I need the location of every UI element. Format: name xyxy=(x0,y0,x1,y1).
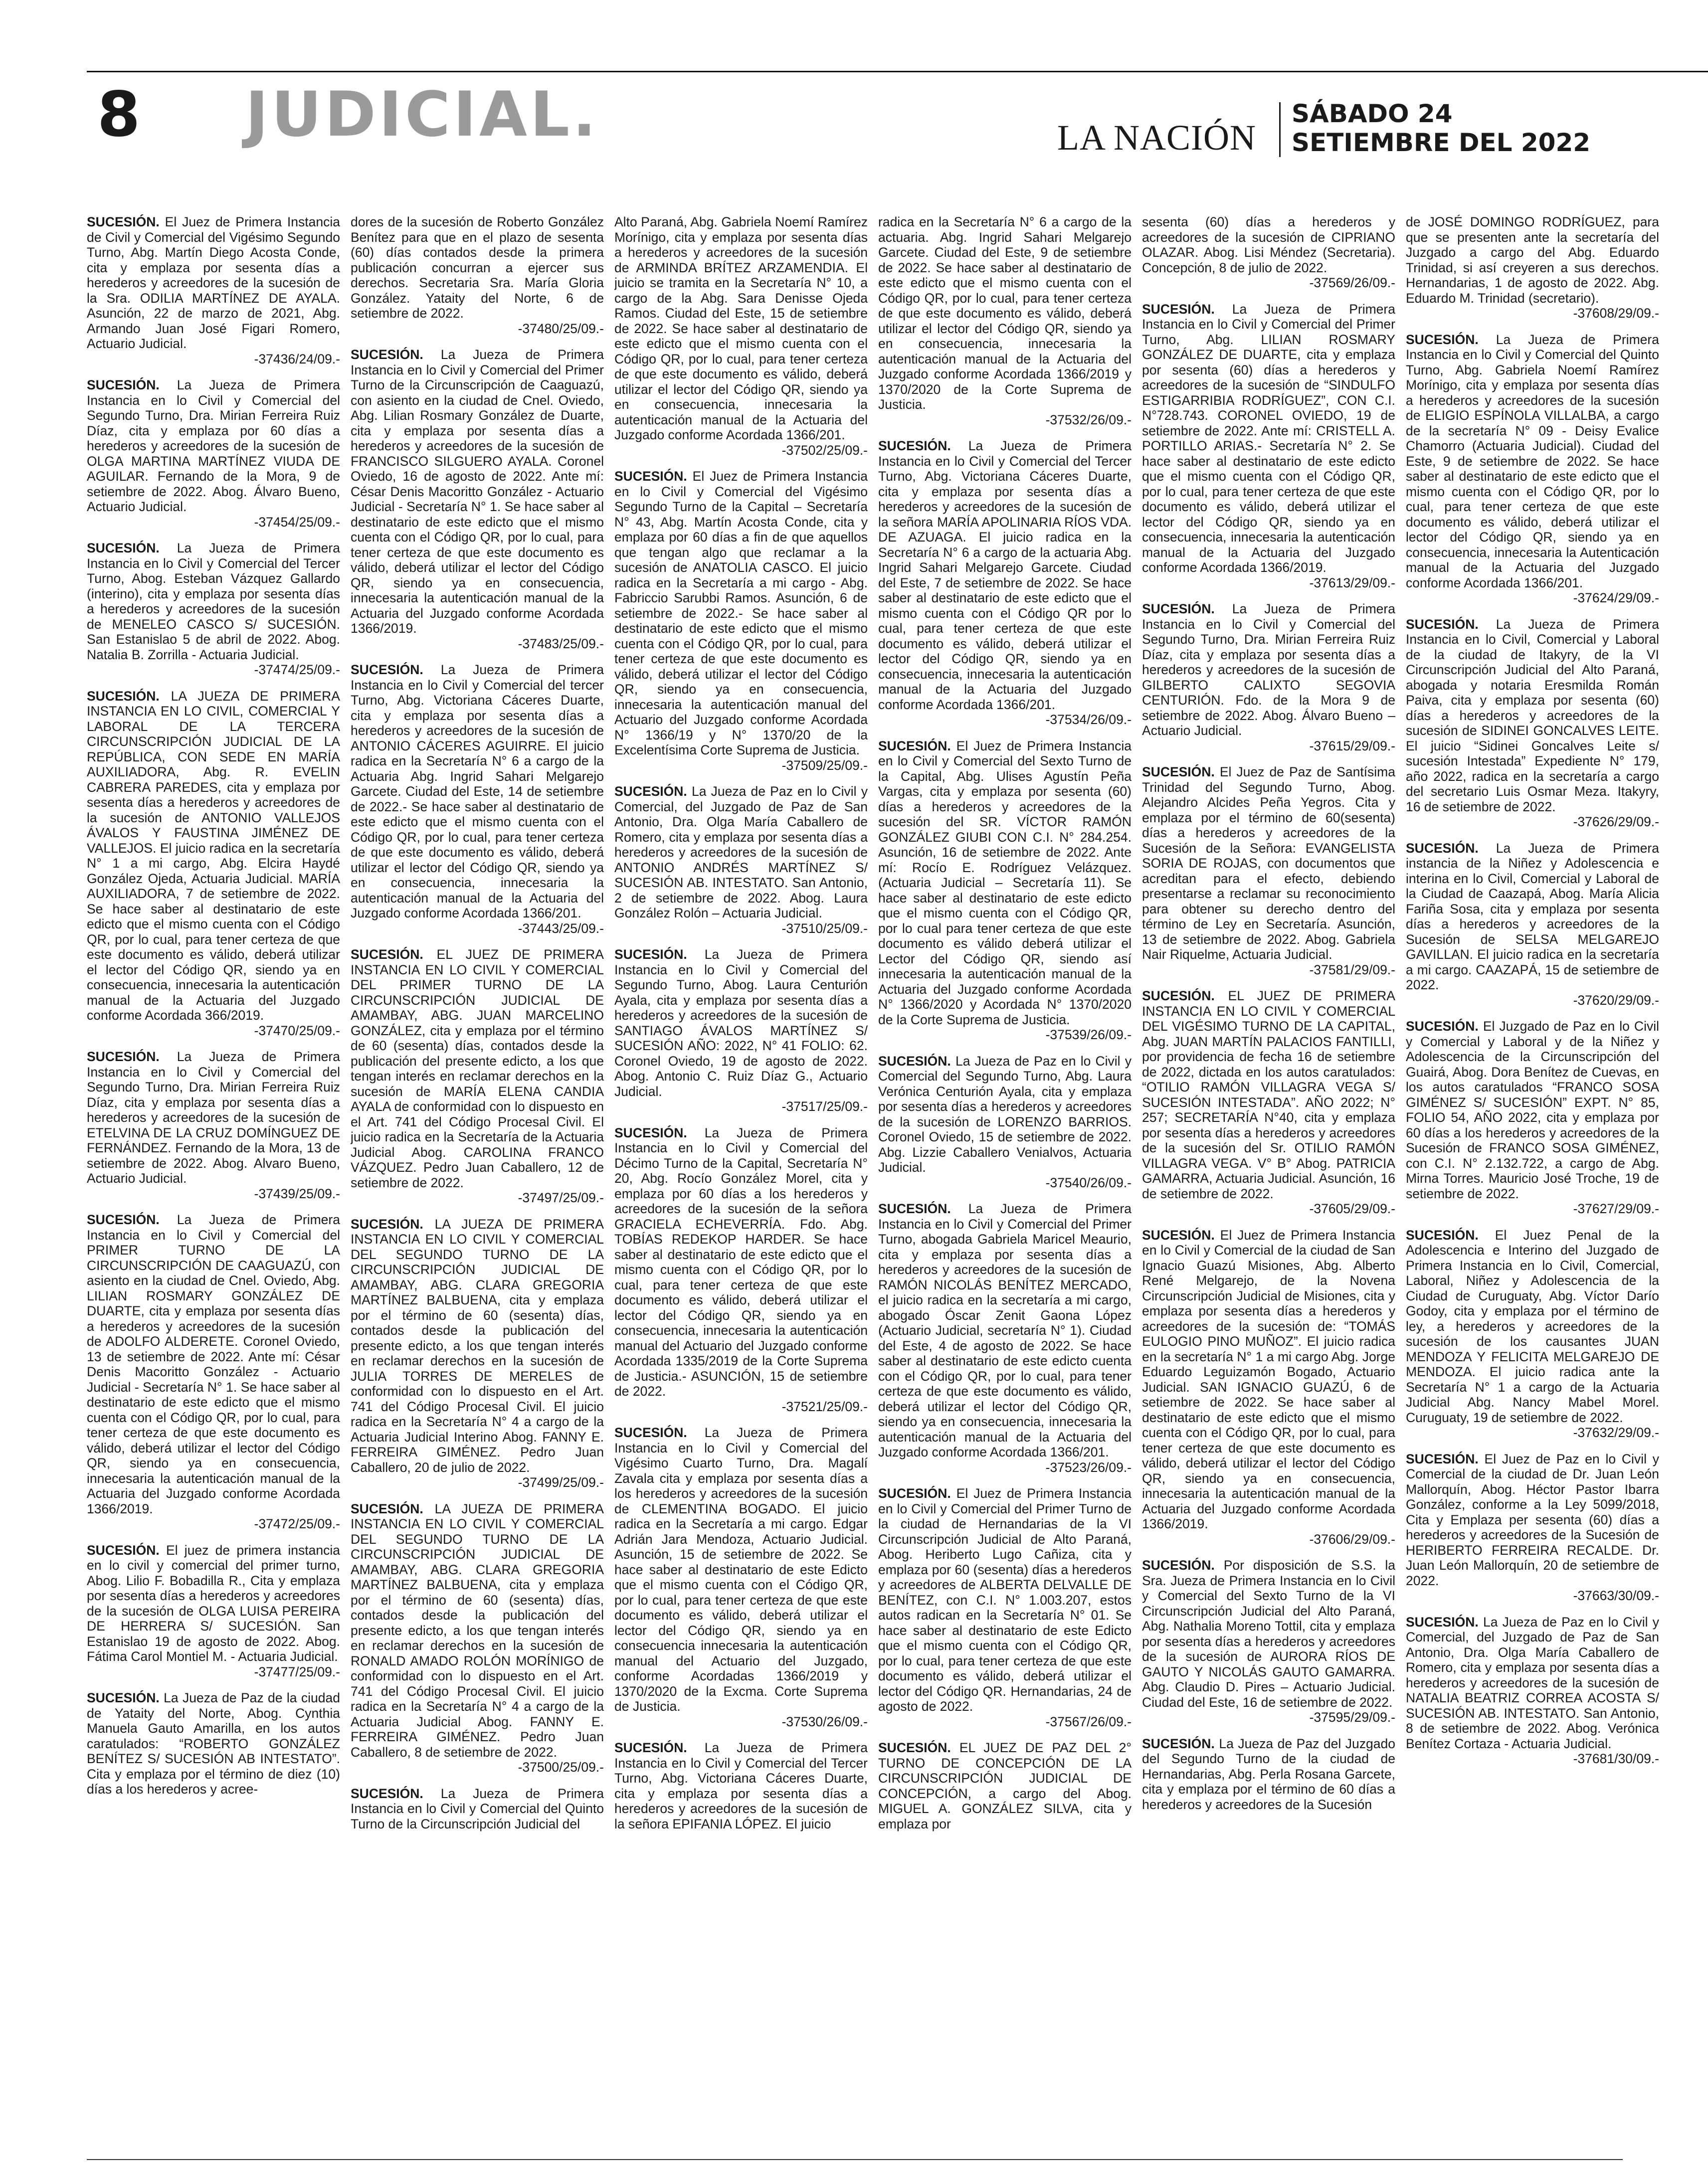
notice-text: El Juez de Paz de Santísima Trinidad del Segundo Turno, Abog. Alejandro Alcides Peña Yegros. Cita y emplaza por el término de 60(sesenta) días a herederos y acreedores de la Sucesión de la Señora: EVANGELISTA SORIA DE ROJAS, con documentos que acreditan para el efecto, debiendo presentarse a reclamar su reconocimiento para obtener su derecho dentro del término de Ley en Secretaría. Asunción, 13 de setiembre de 2022. Abog. Gabriela Nair Riquelme, Actuaria Judicial. xyxy=(1142,764,1395,962)
notice-reference: -37500/25/09.- xyxy=(518,1760,604,1775)
notice-title: SUCESIÓN. xyxy=(1406,840,1479,856)
legal-notice xyxy=(614,1740,868,1831)
notice-text: radica en la Secretaría N° 6 a cargo de la actuaria. Abg. Ingrid Sahari Melgarejo Garcete. Ciudad del Este, 9 de setiembre de 2022. Se hace saber al destinatario de este edicto que el mismo cuenta con el Código QR, por lo cual, para tener certeza de que este documento es válido, deberá utilizar el lector del Código QR, siendo ya en consecuencia, innecesaria la autenticación manual de la Actuaria del Juzgado conforme Acordada 1366/2019 y 1370/2020 de la Corte Suprema de Justicia. xyxy=(878,214,1132,412)
notice-reference: -37626/29/09.- xyxy=(1573,814,1659,829)
notice-title: SUCESIÓN. xyxy=(87,688,160,704)
legal-notice xyxy=(614,784,868,936)
column-6 xyxy=(1406,214,1659,2154)
notice-text: La Jueza de Primera Instancia en lo Civil y Comercial del Primer Turno, Abg. LILIAN ROSMARY GONZÁLEZ DE DUARTE, cita y emplaza por sesenta (60) días a herederos y acreedores de la sucesión de “SINDULFO ESTIGARRIBIA RODRÍGUEZ”, CON C.I. N°728.743. CORONEL OVIEDO, 19 de setiembre de 2022. Ante mí: CRISTELL A. PORTILLO ARIAS.- Secretaría N° 2. Se hace saber al destinatario de este edicto que el mismo cuenta con el Código QR, por lo cual, para tener certeza de que este documento es válido, deberá utilizar el lector del Código QR, siendo ya en consecuencia, innecesaria la autenticación manual de la Actuaria del Juzgado conforme Acordada 1366/2019. xyxy=(1142,301,1395,575)
notice-title: SUCESIÓN. xyxy=(878,738,951,753)
notice-title: SUCESIÓN. xyxy=(351,1216,423,1232)
notice-title: SUCESIÓN. xyxy=(87,214,160,229)
legal-notice xyxy=(1406,1228,1659,1441)
notice-reference: -37470/25/09.- xyxy=(254,1023,340,1038)
notice-reference: -37523/26/09.- xyxy=(1045,1459,1132,1475)
notice-title: SUCESIÓN. xyxy=(1406,616,1479,632)
legal-notice xyxy=(878,438,1132,727)
notice-text: El Juzgado de Paz en lo Civil y Comercial y Laboral y de la Niñez y Adolescencia de la Circunscripción del Guairá, Abog. Dora Benítez de Cuevas, en los autos caratulados “FRANCO SOSA GIMÉNEZ S/ SUCESIÓN” EXPT. N° 85, FOLIO 54, AÑO 2022, cita y emplaza por 60 días a los herederos y acreedores de la Sucesión de FRANCO SOSA GIMÉNEZ, con C.I. N° 2.132.722, a cargo de Abg. Mirna Torres. Mauricio José Troche, 19 de setiembre de 2022. xyxy=(1406,1019,1659,1201)
notice-title: SUCESIÓN. xyxy=(87,1049,160,1064)
legal-notice xyxy=(87,1212,340,1532)
notice-reference: -37499/25/09.- xyxy=(518,1475,604,1490)
notice-title: SUCESIÓN. xyxy=(351,1501,423,1516)
newspaper-logo: LA NACIÓN xyxy=(1057,118,1256,158)
notice-text: El juez de primera instancia en lo civil y comercial del primer turno, Abog. Lilio F. Bobadilla R., Cita y emplaza por sesenta días a herederos y acreedores de la sucesión de OLGA LUISA PEREIRA DE HERRERA S/ SUCESIÓN. San Estanislao 19 de agosto de 2022. Abog. Fátima Carol Montiel M. - Actuaria Judicial. xyxy=(87,1542,340,1664)
notice-title: SUCESIÓN. xyxy=(878,1053,951,1069)
notice-text: EL JUEZ DE PRIMERA INSTANCIA EN LO CIVIL Y COMERCIAL DEL PRIMER TURNO DE LA CIRCUNSCRIPCIÓN JUDICIAL DE AMAMBAY, ABG. JUAN MARCELINO GONZÁLEZ, cita y emplaza por el término de 60 (sesenta) días, contados desde la publicación del presente edicto, a los que tengan interés en reclamar derechos en la sucesión de MARÍA ELENA CANDIA AYALA de conformidad con lo dispuesto en el Art. 741 del Código Procesal Civil. El juicio radica en la Secretaría de la Actuaria Judicial Abog. CAROLINA FRANCO VÁZQUEZ. Pedro Juan Caballero, 12 de setiembre de 2022. xyxy=(351,947,604,1190)
notice-text: La Jueza de Primera Instancia en lo Civil y Comercial del Décimo Turno de la Capital, Secretaría N° 20, Abg. Rocío González Morel, cita y emplaza por 60 días a los herederos y acreedores de la sucesión de la señora GRACIELA ECHEVERRÍA. Fdo. Abg. TOBÍAS REDEKOP HARDER. Se hace saber al destinatario de este edicto que el mismo cuenta con el Código QR, por lo cual, para tener certeza de que este documento es válido, deberá utilizar el lector del Código QR, siendo ya en consecuencia, innecesaria la autenticación manual del Actuario del Juzgado conforme Acordada 1335/2019 de la Corte Suprema de Justicia.- ASUNCIÓN, 15 de setiembre de 2022. xyxy=(614,1125,868,1399)
notice-reference: -37521/25/09.- xyxy=(781,1399,868,1414)
notice-text: El Juez de Primera Instancia en lo Civil y Comercial del Primer Turno de la ciudad de Hernandarias de la VI Circunscripción Judicial de Alto Paraná, Abog. Heriberto Lugo Cañiza, cita y emplaza por 60 (sesenta) días a herederos y acreedores de ALBERTA DELVALLE DE BENÍTEZ, con C.I. N° 1.003.207, estos autos radican en la Secretaría N° 01. Se hace saber al destinatario de este Edicto que el mismo cuenta con el Código QR, por lo cual, para tener certeza de que este documento es válido, deberá utilizar el lector del Código QR. Hernandarias, 24 de agosto de 2022. xyxy=(878,1486,1132,1714)
notice-title: SUCESIÓN. xyxy=(1142,1227,1215,1243)
notice-reference: -37443/25/09.- xyxy=(518,920,604,936)
legal-notice xyxy=(87,1690,340,1797)
notice-reference: -37569/26/09.- xyxy=(1309,275,1395,290)
notice-title: SUCESIÓN. xyxy=(1142,1558,1215,1573)
notice-text: Alto Paraná, Abg. Gabriela Noemí Ramírez Morínigo, cita y emplaza por sesenta días a herederos y acreedores de la sucesión de ARMINDA BRÍTEZ ARZAMENDIA. El juicio se tramita en la Secretaría N° 10, a cargo de la Abg. Sara Denisse Ojeda Ramos. Ciudad del Este, 15 de setiembre de 2022. Se hace saber al destinatario de este edicto que el mismo cuenta con el Código QR, por lo cual, para tener certeza de que este documento es válido, deberá utilizar el lector del Código QR, siendo ya en consecuencia, innecesaria la autenticación manual de la Actuaria del Juzgado conforme Acordada 1366/201. xyxy=(614,214,868,442)
notice-title: SUCESIÓN. xyxy=(351,1786,423,1801)
notice-title: SUCESIÓN. xyxy=(614,1740,687,1755)
notice-reference: -37497/25/09.- xyxy=(518,1190,604,1205)
legal-notice xyxy=(87,377,340,530)
notice-reference: -37534/26/09.- xyxy=(1045,712,1132,727)
notice-text: dores de la sucesión de Roberto González Benítez para que en el plazo de sesenta (60) días contados desde la primera publicación concurran a ejercer sus derechos. Secretaria Sra. María Gloria González. Yataity del Norte, 6 de setiembre de 2022. xyxy=(351,214,604,321)
notice-reference: -37439/25/09.- xyxy=(254,1186,340,1201)
legal-notice xyxy=(1406,1615,1659,1767)
notice-text: La Jueza de Primera Instancia en lo Civil y Comercial del Quinto Turno, Abg. Gabriela Noemí Ramírez Morínigo, cita y emplaza por sesenta días a herederos y acreedores de la sucesión de ELIGIO ESPÍNOLA VILLALBA, a cargo de la secretaría N° 09 - Deisy Evalice Chamorro (Actuaria Judicial). Ciudad del Este, 9 de setiembre de 2022. Se hace saber al destinatario de este edicto que el mismo cuenta con el Código QR, por lo cual, para tener certeza de que este documento es válido, deberá utilizar el lector del Código QR, siendo ya en consecuencia, innecesaria la Autenticación manual de la Actuaria del Juzgado conforme Acordada 1366/201. xyxy=(1406,332,1659,590)
notice-reference: -37595/29/09.- xyxy=(1309,1710,1395,1725)
legal-notice xyxy=(878,214,1132,427)
notice-reference: -37530/26/09.- xyxy=(781,1714,868,1729)
notice-reference: -37624/29/09.- xyxy=(1573,590,1659,605)
notice-text: El Juez de Primera Instancia de Civil y Comercial del Vigésimo Segundo Turno, Abg. Martín Diego Acosta Conde, cita y emplaza por sesenta días a herederos y acreedores de la sucesión de la Sra. ODILIA MARTÍNEZ DE AYALA. Asunción, 22 de marzo de 2021, Abg. Armando Juan José Figari Romero, Actuario Judicial. xyxy=(87,214,340,351)
legal-notice xyxy=(614,214,868,458)
notice-text: La Jueza de Paz en lo Civil y Comercial, del Juzgado de Paz de San Antonio, Dra. Olga María Caballero de Romero, cita y emplaza por sesenta días a herederos y acreedores de la sucesión de NATALIA BEATRIZ CORREA ACOSTA S/ SUCESIÓN AB. INTESTATO. San Antonio, 8 de setiembre de 2022. Abog. Verónica Benítez Cortaza - Actuaria Judicial. xyxy=(1406,1614,1659,1751)
notice-reference: -37532/26/09.- xyxy=(1045,412,1132,427)
notice-text: La Jueza de Primera Instancia en lo Civil y Comercial del Vigésimo Cuarto Turno, Dra. Magalí Zavala cita y emplaza por sesenta días a los herederos y acreedores de la sucesión de CLEMENTINA BOGADO. El juicio radica en la Secretaría a mi cargo. Edgar Adrián Jara Mendoza, Actuario Judicial. Asunción, 15 de setiembre de 2022. Se hace saber al destinatario de este Edicto que el mismo cuenta con el Código QR, por lo cual, para tener certeza de que este documento es válido, deberá utilizar el lector del Código QR, siendo ya en consecuencia innecesaria la autenticación manual del Actuario del Juzgado, conforme Acordadas 1366/2019 y 1370/2020 de la Excma. Corte Suprema de Justicia. xyxy=(614,1425,868,1714)
legal-notice xyxy=(87,541,340,678)
notice-text: Por disposición de S.S. la Sra. Jueza de Primera Instancia en lo Civil y Comercial del Sexto Turno de la VI Circunscripción Judicial del Alto Paraná, Abg. Nathalia Moreno Tottil, cita y emplaza por sesenta días a herederos y acreedores de la sucesión de AURORA RÍOS DE GAUTO Y NICOLÁS GAUTO GAMARRA. Abg. Claudio D. Pires – Actuario Judicial. Ciudad del Este, 16 de setiembre de 2022. xyxy=(1142,1558,1395,1710)
notice-text: La Jueza de Primera Instancia en lo Civil y Comercial del Primer Turno de la Circunscripción de Caaguazú, con asiento en la ciudad de Cnel. Oviedo, Abg. Lilian Rosmary González de Duarte, cita y emplaza por sesenta días a herederos y acreedores de la sucesión de FRANCISCO SILGUERO AYALA. Coronel Oviedo, 16 de agosto de 2022. Ante mí: César Denis Macoritto González - Actuario Judicial - Secretaría N° 1. Se hace saber al destinatario de este edicto que el mismo cuenta con el Código QR, por lo cual, para tener certeza de que este documento es válido, deberá utilizar el lector del Código QR, siendo ya en consecuencia, innecesaria la autenticación manual de la Actuaria del Juzgado conforme Acordada 1366/2019. xyxy=(351,347,604,636)
legal-notice xyxy=(351,1217,604,1490)
notice-text: El Juez Penal de la Adolescencia e Interino del Juzgado de Primera Instancia en lo Civil, Comercial, Laboral, Niñez y Adolescencia de la Ciudad de Curuguaty, Abg. Víctor Darío Godoy, cita y emplaza por el término de ley, a herederos y acreedores de la sucesión de los causantes JUAN MENDOZA Y FELICITA MELGAREJO DE MENDOZA. El juicio radica ante la Secretaría N° 1 a cargo de la Actuaria Judicial Abg. Nancy Mabel Morel. Curuguaty, 19 de setiembre de 2022. xyxy=(1406,1227,1659,1425)
notice-reference: -37681/30/09.- xyxy=(1573,1751,1659,1766)
legal-notice xyxy=(878,1486,1132,1729)
legal-notice xyxy=(87,689,340,1039)
notice-text: La Jueza de Primera Instancia en lo Civil y Comercial del Segundo Turno, Abog. Laura Centurión Ayala, cita y emplaza por sesenta días a herederos y acreedores de la sucesión de SANTIAGO ÁVALOS MARTÍNEZ S/ SUCESIÓN AÑO: 2022, N° 41 FOLIO: 62. Coronel Oviedo, 19 de agosto de 2022. Abog. Antonio C. Ruiz Díaz G., Actuario Judicial. xyxy=(614,947,868,1099)
legal-notice xyxy=(1142,764,1395,977)
notice-text: La Jueza de Primera Instancia en lo Civil y Comercial del Primer Turno, abogada Gabriela Maricel Meaurio, cita y emplaza por sesenta días a herederos y acreedores de la sucesión de RAMÓN NICOLÁS BENÍTEZ MERCADO, el juicio radica en la secretaría a mi cargo, abogado Óscar Zenit Gaona López (Actuario Judicial, secretaría N° 1). Ciudad del Este, 4 de agosto de 2022. Se hace saber al destinatario de este edicto cuenta con el Código QR, por lo cual, para tener certeza de que este documento es válido, deberá utilizar el lector del Código QR, siendo ya en consecuencia, innecesaria la autenticación manual de la Actuaria del Juzgado conforme Acordada 1366/201. xyxy=(878,1201,1132,1459)
notice-title: SUCESIÓN. xyxy=(878,1201,951,1216)
legal-notice xyxy=(614,469,868,773)
legal-notice xyxy=(1142,302,1395,591)
notice-reference: -37502/25/09.- xyxy=(781,442,868,458)
legal-notice xyxy=(1406,617,1659,830)
notice-reference: -37539/26/09.- xyxy=(1045,1027,1132,1042)
legal-notice xyxy=(878,1054,1132,1191)
notice-reference: -37540/26/09.- xyxy=(1045,1175,1132,1190)
notice-reference: -37477/25/09.- xyxy=(254,1664,340,1679)
notice-title: SUCESIÓN. xyxy=(614,1425,687,1440)
legal-notice xyxy=(351,662,604,936)
notice-text: El Juez de Primera Instancia en lo Civil y Comercial del Vigésimo Segundo Turno de la Capital – Secretaría N° 43, Abg. Martín Acosta Conde, cita y emplaza por 60 días a fin de que aquellos que tengan algo que reclamar a la sucesión de ANATOLIA CASCO. El juicio radica en la Secretaría a mi cargo - Abg. Fabriccio Sarubbi Ramos. Asunción, 6 de setiembre de 2022.- Se hace saber al destinatario de este edicto que el mismo cuenta con el Código QR, por lo cual, para tener certeza de que este documento es válido, deberá utilizar el lector del Código QR, siendo ya en consecuencia, innecesaria la autenticación manual del Actuario del Juzgado conforme Acordada N° 1366/19 y N° 1370/20 de la Excelentísima Corte Suprema de Justicia. xyxy=(614,469,868,757)
notice-reference: -37615/29/09.- xyxy=(1309,738,1395,753)
notice-reference: -37606/29/09.- xyxy=(1309,1531,1395,1547)
notice-reference: -37517/25/09.- xyxy=(781,1099,868,1114)
notice-reference: -37581/29/09.- xyxy=(1309,962,1395,977)
notice-text: LA JUEZA DE PRIMERA INSTANCIA EN LO CIVIL Y COMERCIAL DEL SEGUNDO TURNO DE LA CIRCUNSCRIPCIÓN JUDICIAL DE AMAMBAY, ABG. CLARA GREGORIA MARTÍNEZ BALBUENA, cita y emplaza por el término de 60 (sesenta) días, contados desde la publicación del presente edicto, a los que tengan interés en reclamar derechos en la sucesión de RONALD AMADO ROLÓN MORÍNIGO de conformidad con lo dispuesto en el Art. 741 del Código Procesal Civil. El juicio radica en la Secretaría N° 4 a cargo de la Actuaria Judicial Abog. FANNY E. FERREIRA GIMÉNEZ. Pedro Juan Caballero, 8 de setiembre de 2022. xyxy=(351,1501,604,1760)
legal-notice xyxy=(87,1543,340,1680)
legal-notice xyxy=(878,1201,1132,1475)
legal-notice xyxy=(1142,214,1395,291)
legal-notice xyxy=(878,738,1132,1043)
notice-reference: -37509/25/09.- xyxy=(781,757,868,773)
column-3 xyxy=(614,214,868,2154)
notice-text: LA JUEZA DE PRIMERA INSTANCIA EN LO CIVIL, COMERCIAL Y LABORAL DE LA TERCERA CIRCUNSCRIPCIÓN JUDICIAL DE LA REPÚBLICA, CON SEDE EN MARÍA AUXILIADORA, Abg. R. EVELIN CABRERA PAREDES, cita y emplaza por sesenta días a herederos y acreedores de la sucesión de ANTONIO VALLEJOS ÁVALOS Y FAUSTINA JIMÉNEZ DE VALLEJOS. El juicio radica en la secretaría N° 1 a mi cargo, Abg. Elcira Haydé González Ojeda, Actuaria Judicial. MARÍA AUXILIADORA, 7 de setiembre de 2022. Se hace saber al destinatario de este edicto que el mismo cuenta con el Código QR, por lo cual, para tener certeza de que este documento es válido, deberá utilizar el lector del Código QR, siendo ya en consecuencia, innecesaria la autenticación manual de la Actuaria del Juzgado conforme Acordada 366/2019. xyxy=(87,688,340,1023)
date-weekday: SÁBADO 24 xyxy=(1292,99,1453,128)
notice-reference: -37608/29/09.- xyxy=(1573,306,1659,321)
legal-notice xyxy=(351,1786,604,1832)
legal-notice xyxy=(614,1425,868,1729)
notice-title: SUCESIÓN. xyxy=(1142,988,1215,1003)
notice-title: SUCESIÓN. xyxy=(87,377,160,392)
legal-notice xyxy=(1142,1228,1395,1547)
legal-notice xyxy=(1142,601,1395,753)
legal-notice xyxy=(351,947,604,1206)
notice-text: sesenta (60) días a herederos y acreedores de la sucesión de CIPRIANO OLAZAR. Abog. Lisi Méndez (Secretaria). Concepción, 8 de julio de 2022. xyxy=(1142,214,1395,275)
legal-notice xyxy=(351,214,604,336)
notice-text: La Jueza de Primera Instancia en lo Civil y Comercial del Quinto Turno de la Circunscripción Judicial del xyxy=(351,1786,604,1831)
notice-reference: -37454/25/09.- xyxy=(254,514,340,530)
notice-title: SUCESIÓN. xyxy=(614,1125,687,1140)
legal-notice xyxy=(1142,1736,1395,1813)
legal-notice xyxy=(1406,214,1659,321)
column-4 xyxy=(878,214,1132,2154)
notice-text: La Jueza de Paz de la ciudad de Yataity del Norte, Abog. Cynthia Manuela Gauto Amarilla, en los autos caratulados: “ROBERTO GONZÁLEZ BENÍTEZ S/ SUCESIÓN AB INTESTATO”. Cita y emplaza por el término de diez (10) días a los herederos y acree- xyxy=(87,1690,340,1797)
notice-reference: -37620/29/09.- xyxy=(1573,992,1659,1008)
legal-notice xyxy=(1406,841,1659,1008)
notice-reference: -37474/25/09.- xyxy=(254,662,340,677)
notice-text: La Jueza de Primera Instancia en lo Civil y Comercial del Segundo Turno, Dra. Mirian Ferreira Ruiz Díaz, cita y emplaza por sesenta días a herederos y acreedores de la sucesión de ETELVINA DE LA CRUZ DOMÍNGUEZ DE FERNÁNDEZ. Fernando de la Mora, 13 de setiembre de 2022. Abog. Alvaro Bueno, Actuario Judicial. xyxy=(87,1049,340,1186)
legal-notice xyxy=(878,1740,1132,1831)
notice-title: SUCESIÓN. xyxy=(1142,764,1215,779)
notice-title: SUCESIÓN. xyxy=(1406,1451,1479,1466)
column-5 xyxy=(1142,214,1395,2154)
notice-title: SUCESIÓN. xyxy=(1406,1227,1479,1243)
notice-text: La Jueza de Paz en lo Civil y Comercial del Segundo Turno, Abg. Laura Verónica Centurión Ayala, cita y emplaza por sesenta días a herederos y acreedores de la sucesión de LORENZO BARRIOS. Coronel Oviedo, 15 de setiembre de 2022. Abg. Lizzie Caballero Venialvos, Actuaria Judicial. xyxy=(878,1053,1132,1175)
legal-notice xyxy=(87,1049,340,1201)
notice-title: SUCESIÓN. xyxy=(87,541,160,555)
notice-text: El Juez de Paz en lo Civil y Comercial de la ciudad de Dr. Juan León Mallorquín, Abog. Héctor Pastor Ibarra González, conforme a la Ley 5099/2018, Cita y Emplaza per sesenta (60) días a herederos y acreedores de la Sucesión de HERIBERTO FERREIRA RECALDE. Dr. Juan León Mallorquín, 20 de setiembre de 2022. xyxy=(1406,1451,1659,1588)
notice-text: EL JUEZ DE PAZ DEL 2° TURNO DE CONCEPCIÓN DE LA CIRCUNSCRIPCIÓN JUDICIAL DE CONCEPCIÓN, a cargo del Abog. MIGUEL A. GONZÁLEZ SILVA, cita y emplaza por xyxy=(878,1740,1132,1831)
notice-reference: -37567/26/09.- xyxy=(1045,1714,1132,1729)
notice-title: SUCESIÓN. xyxy=(1142,301,1215,317)
notice-reference: -37510/25/09.- xyxy=(781,920,868,936)
column-2 xyxy=(351,214,604,2154)
notice-text: EL JUEZ DE PRIMERA INSTANCIA EN LO CIVIL Y COMERCIAL DEL VIGÉSIMO TURNO DE LA CAPITAL, Abg. JUAN MARTÍN PALACIOS FANTILLI, por providencia de fecha 16 de setiembre de 2022, dictada en los autos caratulados: “OTILIO RAMÓN VILLAGRA VEGA S/ SUCESIÓN INTESTADA”. AÑO 2022; N° 257; SECRETARÍA N°40, cita y emplaza por sesenta días a herederos y acreedores de la sucesión del Sr. OTILIO RAMÓN VILLAGRA VEGA. V° B° Abog. PATRICIA GAMARRA, Actuaria Judicial. Asunción, 16 de setiembre de 2022. xyxy=(1142,988,1395,1201)
notice-reference: -37436/24/09.- xyxy=(254,351,340,366)
notice-text: LA JUEZA DE PRIMERA INSTANCIA EN LO CIVIL Y COMERCIAL DEL SEGUNDO TURNO DE LA CIRCUNSCRIPCIÓN JUDICIAL DE AMAMBAY, ABG. CLARA GREGORIA MARTÍNEZ BALBUENA, cita y emplaza por el término de 60 (sesenta) días, contados desde la publicación del presente edicto, a los que tengan interés en reclamar derechos en la sucesión de JULIA TORRES DE MERELES de conformidad con lo dispuesto en el Art. 741 del Código Procesal Civil. El juicio radica en la Secretaría N° 4 a cargo de la Actuaria Judicial Interino Abog. FANNY E. FERREIRA GIMÉNEZ. Pedro Juan Caballero, 20 de julio de 2022. xyxy=(351,1216,604,1475)
header-divider xyxy=(1279,102,1281,157)
notice-title: SUCESIÓN. xyxy=(614,469,687,484)
notice-title: SUCESIÓN. xyxy=(87,1212,160,1227)
notice-reference: -37472/25/09.- xyxy=(254,1516,340,1531)
notice-title: SUCESIÓN. xyxy=(614,784,687,799)
notice-title: SUCESIÓN. xyxy=(1142,1736,1215,1751)
legal-notice xyxy=(87,214,340,366)
notice-reference: -37605/29/09.- xyxy=(1309,1201,1395,1216)
notice-text: La Jueza de Primera Instancia en lo Civil y Comercial del Tercer Turno, Abg. Victoriana Cáceres Duarte, cita y emplaza por sesenta días a herederos y acreedores de la sucesión de la señora EPIFANIA LÓPEZ. El juicio xyxy=(614,1740,868,1831)
legal-notice xyxy=(1406,1452,1659,1604)
notice-title: SUCESIÓN. xyxy=(878,438,951,453)
notice-title: SUCESIÓN. xyxy=(878,1486,951,1501)
notice-title: SUCESIÓN. xyxy=(1142,601,1215,616)
bottom-rule xyxy=(87,2159,1623,2160)
notice-text: La Jueza de Primera Instancia en lo Civil y Comercial del Segundo Turno, Dra. Mirian Ferreira Ruiz Díaz, cita y emplaza por 60 días a herederos y acreedores de la sucesión de OLGA MARTINA MARTÍNEZ VIUDA DE AGUILAR. Fernando de la Mora, 9 de setiembre de 2022. Abog. Álvaro Bueno, Actuario Judicial. xyxy=(87,377,340,514)
notice-title: SUCESIÓN. xyxy=(1406,1614,1479,1630)
notice-title: SUCESIÓN. xyxy=(351,347,423,362)
notice-text: La Jueza de Paz en lo Civil y Comercial, del Juzgado de Paz de San Antonio, Dra. Olga María Caballero de Romero, cita y emplaza por sesenta días a herederos y acreedores de la sucesión de ANTONIO ANDRÉS MARTÍNEZ S/ SUCESIÓN AB. INTESTATO. San Antonio, 2 de setiembre de 2022. Abog. Laura González Rolón – Actuaria Judicial. xyxy=(614,784,868,920)
legal-notice xyxy=(614,1125,868,1415)
top-rule xyxy=(87,71,1708,72)
column-1 xyxy=(87,214,340,2154)
notice-title: SUCESIÓN. xyxy=(87,1690,160,1705)
legal-notice xyxy=(1406,332,1659,606)
legal-notice xyxy=(614,947,868,1114)
notice-text: La Jueza de Primera Instancia en lo Civil, Comercial y Laboral de la ciudad de Itakyry, de la VI Circunscripción Judicial del Alto Paraná, abogada y notaria Eresmilda Román Paiva, cita y emplaza por sesenta (60) días a herederos y acreedores de la sucesión de SIDINEI GONCALVES LEITE. El juicio “Sidinei Goncalves Leite s/ sucesión Intestada” Expediente N° 179, año 2022, radica en la secretaría a cargo del secretario Luis Osmar Meza. Itakyry, 16 de setiembre de 2022. xyxy=(1406,616,1659,814)
notice-title: SUCESIÓN. xyxy=(87,1542,160,1558)
notice-reference: -37613/29/09.- xyxy=(1309,575,1395,590)
notice-title: SUCESIÓN. xyxy=(878,1740,951,1755)
notice-title: SUCESIÓN. xyxy=(1406,1019,1479,1034)
notice-reference: -37663/30/09.- xyxy=(1573,1588,1659,1603)
notice-text: La Jueza de Paz del Juzgado del Segundo Turno de la ciudad de Hernandarias, Abg. Perla Rosana Garcete, cita y emplaza por el término de 60 días a herederos y acreedores de la Sucesión xyxy=(1142,1736,1395,1812)
notice-text: La Jueza de Primera Instancia en lo Civil y Comercial del Tercer Turno, Abog. Esteban Vázquez Gallardo (interino), cita y emplaza por sesenta días a herederos y acreedores de la sucesión de MENELEO CASCO S/ SUCESIÓN. San Estanislao 5 de abril de 2022. Abog. Natalia B. Zorrilla - Actuaria Judicial. xyxy=(87,541,340,662)
page-number: 8 xyxy=(97,79,141,151)
notice-text: El Juez de Primera Instancia en lo Civil y Comercial del Sexto Turno de la Capital, Abg. Ulises Agustín Peña Vargas, cita y emplaza por sesenta (60) días a herederos y acreedores de la sucesión del SR. VÍCTOR RAMÓN GONZÁLEZ GIUBI CON C.I. N° 284.254. Asunción, 16 de setiembre de 2022. Ante mí: Rocío E. Rodríguez Velázquez. (Actuaria Judicial – Secretaría 11). Se hace saber al destinatario de este edicto que el mismo cuenta con el Código QR, por lo cual para tener certeza de que este documento es válido deberá utilizar el Lector del Código QR, siendo así innecesaria la autenticación manual de la Actuaria del Juzgado conforme Acordada N° 1366/2020 y Acordada N° 1370/2020 de la Corte Suprema de Justicia. xyxy=(878,738,1132,1027)
notice-reference: -37632/29/09.- xyxy=(1573,1425,1659,1440)
notice-reference: -37483/25/09.- xyxy=(518,636,604,651)
notice-title: SUCESIÓN. xyxy=(351,947,423,962)
notice-text: La Jueza de Primera instancia de la Niñez y Adolescencia e interina en lo Civil, Comercial y Laboral de la Ciudad de Caazapá, Abog. María Alicia Fariña Sosa, cita y emplaza por sesenta días a herederos y acreedores de la Sucesión de SELSA MELGAREJO GAVILLAN. El juicio radica en la secretaría a mi cargo. CAAZAPÁ, 15 de setiembre de 2022. xyxy=(1406,840,1659,992)
section-title: JUDICIAL. xyxy=(245,79,599,151)
notice-reference: -37480/25/09.- xyxy=(518,321,604,336)
notice-text: La Jueza de Primera Instancia en lo Civil y Comercial del Tercer Turno, Abg. Victoriana Cáceres Duarte, cita y emplaza por sesenta días a herederos y acreedores de la sucesión de la señora MARÍA APOLINARIA RÍOS VDA. DE AZUAGA. El juicio radica en la Secretaría N° 6 a cargo de la actuaria Abg. Ingrid Sahari Melgarejo Garcete. Ciudad del Este, 7 de setiembre de 2022. Se hace saber al destinatario de este edicto que el mismo cuenta con el Código QR por lo cual, para tener certeza de que este documento es válido, deberá utilizar el lector del Código QR, siendo ya en consecuencia, innecesaria la autenticación manual de la Actuaria del Juzgado conforme Acordada 1366/201. xyxy=(878,438,1132,712)
notice-text: La Jueza de Primera Instancia en lo Civil y Comercial del Segundo Turno, Dra. Mirian Ferreira Ruiz Díaz, cita y emplaza por sesenta días a herederos y acreedores de la sucesión de GILBERTO CALIXTO SEGOVIA CENTURIÓN. Fdo. de la Mora 9 de setiembre de 2022. Abog. Álvaro Bueno – Actuario Judicial. xyxy=(1142,601,1395,738)
notice-text: La Jueza de Primera Instancia en lo Civil y Comercial del PRIMER TURNO DE LA CIRCUNSCRIPCIÓN DE CAAGUAZÚ, con asiento en la ciudad de Cnel. Oviedo, Abg. LILIAN ROSMARY GONZÁLEZ DE DUARTE, cita y emplaza por sesenta días a herederos y acreedores de la sucesión de ADOLFO ALDERETE. Coronel Oviedo, 13 de setiembre de 2022. Ante mí: César Denis Macoritto González - Actuario Judicial - Secretaría N° 1. Se hace saber al destinatario de este edicto que el mismo cuenta con el Código QR, por lo cual, para tener certeza de que este documento es válido, deberá utilizar el lector del Código QR, siendo ya en consecuencia, innecesaria la autenticación manual de la Actuaria del Juzgado conforme Acordada 1366/2019. xyxy=(87,1212,340,1516)
notice-text: La Jueza de Primera Instancia en lo Civil y Comercial del tercer Turno, Abg. Victoriana Cáceres Duarte, cita y emplaza por sesenta días a herederos y acreedores de la sucesión de ANTONIO CÁCERES AGUIRRE. El juicio radica en la Secretaría N° 6 a cargo de la Actuaria Abg. Ingrid Sahari Melgarejo Garcete. Ciudad del Este, 14 de setiembre de 2022.- Se hace saber al destinatario de este edicto que el mismo cuenta con el Código QR, por lo cual, para tener certeza de que este documento es válido, deberá utilizar el lector del Código QR, siendo ya en consecuencia, innecesaria la autenticación manual de la Actuaria del Juzgado conforme Acordada 1366/201. xyxy=(351,662,604,920)
notice-title: SUCESIÓN. xyxy=(351,662,423,677)
legal-notice xyxy=(351,1501,604,1775)
date-month-year: SETIEMBRE DEL 2022 xyxy=(1292,128,1591,157)
legal-notice xyxy=(351,347,604,651)
notice-text: de JOSÉ DOMINGO RODRÍGUEZ, para que se presenten ante la secretaría del Juzgado a cargo del Abg. Eduardo Trinidad, si así creyeren a sus derechos. Hernandarias, 1 de agosto de 2022. Abg. Eduardo M. Trinidad (secretario). xyxy=(1406,214,1659,306)
legal-notice xyxy=(1142,1558,1395,1725)
legal-notice xyxy=(1406,1019,1659,1217)
notice-title: SUCESIÓN. xyxy=(614,947,687,962)
legal-notice xyxy=(1142,988,1395,1217)
notice-title: SUCESIÓN. xyxy=(1406,332,1479,347)
notice-text: El Juez de Primera Instancia en lo Civil y Comercial de la ciudad de San Ignacio Guazú Misiones, Abg. Alberto René Melgarejo, de la Novena Circunscripción Judicial de Misiones, cita y emplaza por sesenta días a herederos y acreedores de la sucesión de: “TOMÁS EULOGIO PINO MUÑOZ”. El juicio radica en la secretaría N° 1 a mi cargo Abg. Jorge Eduardo Leguizamón Bogado, Actuario Judicial. SAN IGNACIO GUAZÚ, 6 de setiembre de 2022. Se hace saber al destinatario de este edicto que el mismo cuenta con el Código QR, por lo cual, para tener certeza de que este documento es válido, deberá utilizar el lector del Código QR, siendo ya en consecuencia, innecesaria la autenticación manual de la Actuaria del Juzgado conforme Acordada 1366/2019. xyxy=(1142,1227,1395,1531)
notice-reference: -37627/29/09.- xyxy=(1573,1201,1659,1216)
